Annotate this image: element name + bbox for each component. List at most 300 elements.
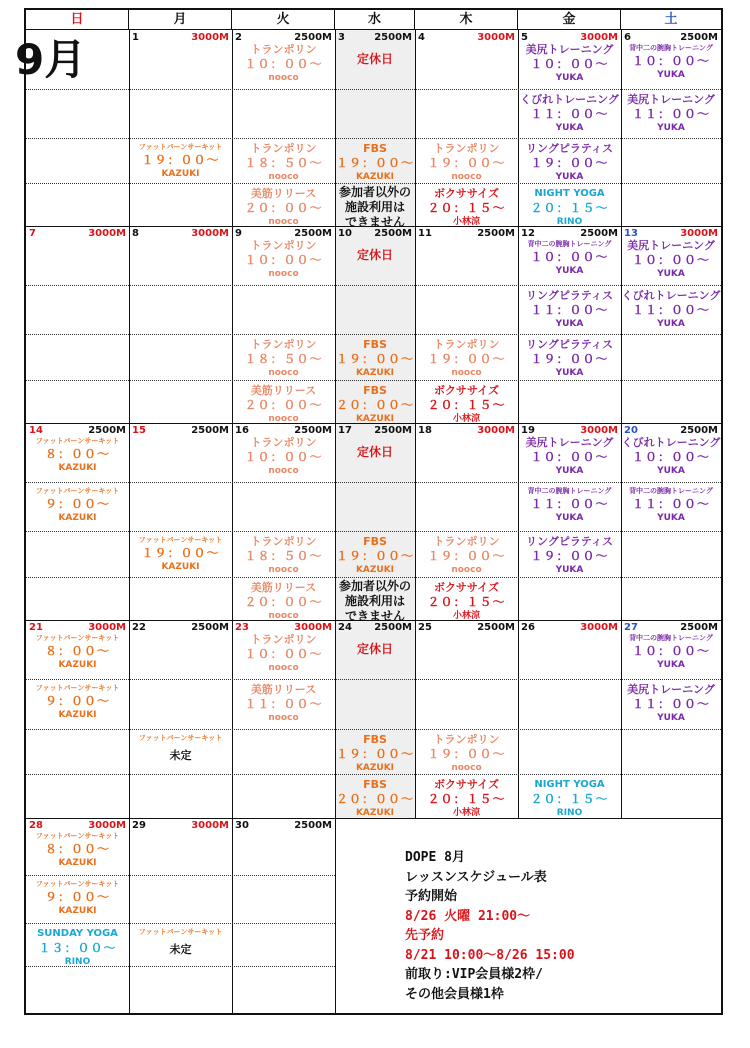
- lesson-slot[interactable]: [26, 878, 129, 918]
- lesson-title: ボクササイズ: [433, 187, 500, 200]
- lesson-slot[interactable]: [26, 682, 129, 722]
- day-price: 3000M: [294, 622, 332, 633]
- day-price: 2500M: [294, 228, 332, 239]
- lesson-instructor: nooco: [268, 217, 299, 227]
- lesson-slot[interactable]: [621, 485, 721, 525]
- lesson-title: くびれトレーニング: [520, 93, 619, 106]
- day-number: 27: [624, 622, 638, 633]
- lesson-title: FBS: [363, 338, 387, 351]
- info-line-2: レッスンスケジュール表: [405, 869, 547, 885]
- day-number: 26: [521, 622, 535, 633]
- lesson-instructor: YUKA: [657, 466, 685, 476]
- lesson-title: ファットバーンサーキット: [138, 928, 223, 936]
- slot-divider: [26, 531, 721, 532]
- lesson-slot[interactable]: [518, 435, 621, 478]
- lesson-slot[interactable]: [415, 777, 518, 820]
- day-price: 2500M: [374, 622, 412, 633]
- day-number: 10: [338, 228, 352, 239]
- weekday-header: 金: [518, 10, 621, 30]
- lesson-slot[interactable]: [335, 732, 415, 775]
- day-number: 18: [418, 425, 432, 436]
- day-price: 3000M: [88, 820, 126, 831]
- lesson-time: ９：００～: [44, 694, 110, 708]
- lesson-instructor: 小林涼: [452, 808, 480, 818]
- lesson-instructor: KAZUKI: [58, 710, 97, 720]
- lesson-slot[interactable]: [335, 337, 415, 380]
- lesson-time: １９：００～: [335, 156, 414, 170]
- lesson-title: トランポリン: [250, 633, 317, 646]
- lesson-title: トランポリン: [433, 535, 500, 548]
- lesson-time: １０：００～: [631, 450, 710, 464]
- lesson-slot[interactable]: [335, 141, 415, 184]
- lesson-time: １０：００～: [244, 647, 323, 661]
- day-price: 3000M: [88, 228, 126, 239]
- weekday-header: 日: [26, 10, 129, 30]
- closed-note: 参加者以外の 施設利用は できません: [338, 185, 411, 229]
- lesson-time: ２０：００～: [244, 595, 323, 609]
- day-price: 3000M: [477, 32, 515, 43]
- lesson-title: トランポリン: [250, 239, 317, 252]
- day-number: 3: [338, 32, 345, 43]
- lesson-slot[interactable]: [518, 485, 621, 525]
- lesson-instructor: RINO: [64, 957, 91, 967]
- lesson-instructor: YUKA: [555, 73, 584, 83]
- lesson-time: ２０：１５～: [530, 792, 609, 806]
- lesson-title: SUNDAY YOGA: [37, 928, 118, 939]
- lesson-instructor: KAZUKI: [355, 565, 395, 575]
- day-number: 6: [624, 32, 631, 43]
- lesson-slot[interactable]: [26, 632, 129, 672]
- lesson-slot[interactable]: [129, 926, 232, 957]
- lesson-title: トランポリン: [250, 142, 317, 155]
- lesson-instructor: YUKA: [555, 319, 584, 329]
- lesson-instructor: KAZUKI: [161, 169, 200, 179]
- lesson-instructor: nooco: [268, 565, 299, 575]
- lesson-slot[interactable]: [335, 383, 415, 426]
- lesson-title: ファットバーンサーキット: [138, 143, 223, 151]
- lesson-instructor: 小林涼: [452, 414, 480, 424]
- lesson-title: FBS: [363, 384, 387, 397]
- lesson-title: トランポリン: [433, 733, 500, 746]
- lesson-title: 美筋リリース: [250, 187, 317, 200]
- day-price: 2500M: [191, 425, 229, 436]
- lesson-title: ファットバーンサーキット: [35, 437, 120, 445]
- lesson-instructor: 小林涼: [452, 611, 480, 621]
- lesson-time: １９：００～: [427, 156, 506, 170]
- info-line-1: DOPE 8月: [405, 850, 465, 865]
- lesson-time: ２０：１５～: [530, 201, 609, 215]
- slot-divider: [26, 577, 721, 578]
- slot-divider: [26, 285, 721, 286]
- weekday-header: 水: [335, 10, 415, 30]
- lesson-instructor: YUKA: [657, 319, 685, 329]
- day-price: 3000M: [88, 622, 126, 633]
- lesson-slot[interactable]: [232, 682, 335, 725]
- day-price: 2500M: [374, 228, 412, 239]
- reservation-info: [405, 848, 575, 1004]
- schedule-calendar: [24, 8, 723, 1015]
- lesson-slot[interactable]: [26, 830, 129, 870]
- lesson-time: １９：００～: [335, 747, 414, 761]
- lesson-title: 美筋リリース: [250, 683, 317, 696]
- lesson-title: トランポリン: [250, 535, 317, 548]
- day-number: 11: [418, 228, 432, 239]
- lesson-title: ファットバーンサーキット: [35, 487, 120, 495]
- day-price: 2500M: [88, 425, 126, 436]
- lesson-time: １１：００～: [631, 303, 710, 317]
- lesson-slot[interactable]: [26, 485, 129, 525]
- day-price: 2500M: [294, 820, 332, 831]
- day-number: 30: [235, 820, 249, 831]
- weekday-header: 火: [232, 10, 335, 30]
- lesson-instructor: nooco: [451, 172, 482, 182]
- lesson-time: ２０：００～: [244, 201, 323, 215]
- lesson-instructor: YUKA: [555, 123, 584, 133]
- lesson-instructor: YUKA: [657, 713, 685, 723]
- lesson-slot[interactable]: [232, 383, 335, 426]
- lesson-title: トランポリン: [250, 436, 317, 449]
- lesson-title: トランポリン: [250, 43, 317, 56]
- lesson-instructor: nooco: [451, 565, 482, 575]
- info-line-7: 前取り:VIP会員様2枠/: [405, 967, 543, 982]
- lesson-slot[interactable]: [415, 337, 518, 380]
- lesson-slot[interactable]: [129, 141, 232, 181]
- lesson-title: FBS: [363, 778, 387, 791]
- day-number: 4: [418, 32, 425, 43]
- lesson-slot[interactable]: [129, 534, 232, 574]
- lesson-slot[interactable]: [232, 238, 335, 281]
- lesson-title: 背中二の腕胸トレーニング: [629, 44, 713, 52]
- lesson-instructor: RINO: [556, 808, 583, 818]
- lesson-instructor: KAZUKI: [355, 368, 395, 378]
- lesson-instructor: nooco: [268, 466, 299, 476]
- day-number: 24: [338, 622, 352, 633]
- lesson-time: １０：００～: [244, 57, 323, 71]
- lesson-slot[interactable]: [335, 777, 415, 820]
- lesson-title: 背中二の腕胸トレーニング: [629, 487, 713, 495]
- lesson-instructor: nooco: [268, 172, 299, 182]
- info-line-5: 先予約: [405, 928, 445, 943]
- lesson-slot[interactable]: [621, 92, 721, 135]
- lesson-slot[interactable]: [26, 435, 129, 475]
- info-line-6: 8/21 10:00〜8/26 15:00: [405, 947, 575, 963]
- lesson-instructor: YUKA: [657, 660, 685, 670]
- lesson-instructor: KAZUKI: [58, 906, 97, 916]
- lesson-slot[interactable]: [232, 337, 335, 380]
- day-price: 2500M: [374, 425, 412, 436]
- lesson-title: 美筋リリース: [250, 581, 317, 594]
- day-number: 5: [521, 32, 528, 43]
- day-number: 1: [132, 32, 139, 43]
- lesson-slot[interactable]: [621, 682, 721, 725]
- day-price: 2500M: [477, 228, 515, 239]
- lesson-slot[interactable]: [621, 42, 721, 82]
- lesson-time: １９：００～: [427, 352, 506, 366]
- lesson-slot[interactable]: [232, 186, 335, 229]
- day-number: 15: [132, 425, 146, 436]
- lesson-title: NIGHT YOGA: [534, 779, 605, 790]
- day-price: 3000M: [191, 820, 229, 831]
- lesson-instructor: YUKA: [555, 565, 584, 575]
- lesson-instructor: KAZUKI: [355, 414, 395, 424]
- lesson-title: ファットバーンサーキット: [138, 734, 223, 742]
- lesson-time: １９：００～: [335, 549, 414, 563]
- day-price: 2500M: [680, 622, 718, 633]
- lesson-slot[interactable]: [415, 141, 518, 184]
- lesson-instructor: nooco: [451, 763, 482, 773]
- lesson-time: ９：００～: [44, 497, 110, 511]
- lesson-title: リングピラティス: [526, 289, 613, 302]
- lesson-slot[interactable]: [621, 238, 721, 281]
- lesson-instructor: nooco: [268, 73, 299, 83]
- lesson-title: 背中二の腕胸トレーニング: [527, 487, 612, 495]
- lesson-slot[interactable]: [129, 732, 232, 763]
- lesson-instructor: nooco: [268, 414, 299, 424]
- info-line-3: 予約開始: [405, 889, 458, 904]
- lesson-time: １９：００～: [530, 352, 609, 366]
- lesson-title: ボクササイズ: [433, 384, 500, 397]
- closed-note: 参加者以外の 施設利用は できません: [338, 579, 411, 623]
- lesson-instructor: KAZUKI: [161, 562, 200, 572]
- lesson-time: ２０：１５～: [427, 398, 506, 412]
- lesson-time: １０：００～: [530, 450, 609, 464]
- lesson-time: ２０：１５～: [427, 595, 506, 609]
- day-number: 25: [418, 622, 432, 633]
- closed-note: 定休日: [356, 52, 393, 66]
- lesson-slot[interactable]: [232, 141, 335, 184]
- lesson-slot[interactable]: [621, 435, 721, 478]
- day-number: 28: [29, 820, 43, 831]
- lesson-time: １９：００～: [141, 546, 220, 560]
- lesson-title: ファットバーンサーキット: [35, 880, 120, 888]
- slot-divider: [26, 729, 721, 730]
- day-number: 17: [338, 425, 352, 436]
- day-price: 2500M: [374, 32, 412, 43]
- lesson-title: 美尻トレーニング: [525, 43, 614, 56]
- lesson-time: １１：００～: [530, 497, 609, 511]
- lesson-instructor: RINO: [556, 217, 583, 227]
- closed-note: 定休日: [356, 642, 393, 656]
- lesson-time: １９：００～: [427, 747, 506, 761]
- lesson-title: ファットバーンサーキット: [35, 684, 120, 692]
- lesson-title: ファットバーンサーキット: [35, 832, 120, 840]
- lesson-time: １９：００～: [530, 156, 609, 170]
- weekday-header: 土: [621, 10, 721, 30]
- lesson-slot[interactable]: [415, 534, 518, 577]
- lesson-instructor: 小林涼: [452, 217, 480, 227]
- lesson-undecided: 未定: [169, 749, 192, 762]
- day-price: 3000M: [580, 32, 618, 43]
- lesson-instructor: YUKA: [555, 266, 584, 276]
- lesson-slot[interactable]: [415, 580, 518, 623]
- lesson-slot[interactable]: [518, 337, 621, 380]
- lesson-title: トランポリン: [250, 338, 317, 351]
- day-price: 3000M: [477, 425, 515, 436]
- lesson-instructor: nooco: [268, 713, 299, 723]
- day-price: 3000M: [580, 425, 618, 436]
- day-price: 2500M: [191, 622, 229, 633]
- lesson-instructor: YUKA: [657, 70, 685, 80]
- day-price: 2500M: [680, 425, 718, 436]
- lesson-title: トランポリン: [433, 338, 500, 351]
- slot-divider: [26, 89, 721, 90]
- lesson-time: １３：００～: [38, 941, 117, 955]
- lesson-instructor: KAZUKI: [58, 660, 97, 670]
- lesson-time: ２０：１５～: [427, 201, 506, 215]
- day-number: 7: [29, 228, 36, 239]
- slot-divider: [26, 482, 721, 483]
- lesson-time: ２０：００～: [335, 792, 414, 806]
- lesson-slot[interactable]: [518, 186, 621, 229]
- lesson-title: 美尻トレーニング: [627, 683, 715, 696]
- lesson-slot[interactable]: [232, 580, 335, 623]
- day-price: 3000M: [191, 228, 229, 239]
- lesson-time: １８：５０～: [244, 156, 323, 170]
- lesson-title: ボクササイズ: [433, 581, 500, 594]
- lesson-time: １８：５０～: [244, 549, 323, 563]
- lesson-instructor: KAZUKI: [58, 463, 97, 473]
- lesson-slot[interactable]: [415, 186, 518, 229]
- lesson-time: １０：００～: [530, 250, 609, 264]
- lesson-title: 美尻トレーニング: [627, 239, 715, 252]
- lesson-slot[interactable]: [232, 42, 335, 85]
- lesson-slot[interactable]: [26, 926, 129, 969]
- lesson-time: ２０：００～: [244, 398, 323, 412]
- lesson-slot[interactable]: [518, 777, 621, 820]
- lesson-instructor: nooco: [451, 368, 482, 378]
- lesson-time: １１：００～: [631, 697, 710, 711]
- lesson-slot[interactable]: [415, 732, 518, 775]
- day-price: 3000M: [680, 228, 718, 239]
- lesson-time: １８：５０～: [244, 352, 323, 366]
- lesson-slot[interactable]: [518, 534, 621, 577]
- lesson-slot[interactable]: [518, 288, 621, 331]
- lesson-title: くびれトレーニング: [621, 436, 721, 449]
- weekday-header: 木: [415, 10, 518, 30]
- lesson-slot[interactable]: [232, 632, 335, 675]
- info-line-8: その他会員様1枠: [405, 986, 504, 1002]
- lesson-time: １０：００～: [244, 450, 323, 464]
- lesson-time: １０：００～: [631, 644, 710, 658]
- lesson-instructor: YUKA: [555, 466, 584, 476]
- lesson-time: １１：００～: [244, 697, 323, 711]
- lesson-slot[interactable]: [518, 92, 621, 135]
- lesson-instructor: YUKA: [657, 269, 685, 279]
- lesson-title: FBS: [363, 733, 387, 746]
- lesson-title: ファットバーンサーキット: [138, 536, 223, 544]
- day-price: 2500M: [294, 425, 332, 436]
- lesson-time: ８：００～: [44, 842, 110, 856]
- lesson-slot[interactable]: [415, 383, 518, 426]
- lesson-undecided: 未定: [169, 943, 192, 956]
- lesson-instructor: KAZUKI: [58, 858, 97, 868]
- closed-note: 定休日: [356, 248, 393, 262]
- slot-divider: [26, 380, 721, 381]
- lesson-time: １０：００～: [631, 253, 710, 267]
- lesson-slot[interactable]: [518, 141, 621, 184]
- slot-divider: [26, 679, 721, 680]
- lesson-title: ファットバーンサーキット: [35, 634, 120, 642]
- lesson-slot[interactable]: [335, 534, 415, 577]
- lesson-time: ２０：１５～: [427, 792, 506, 806]
- lesson-title: 美尻トレーニング: [525, 436, 614, 449]
- lesson-time: １１：００～: [530, 303, 609, 317]
- lesson-time: ９：００～: [44, 890, 110, 904]
- day-number: 16: [235, 425, 249, 436]
- column-divider: [335, 818, 336, 1013]
- day-number: 23: [235, 622, 249, 633]
- lesson-slot[interactable]: [232, 435, 335, 478]
- lesson-title: リングピラティス: [526, 338, 613, 351]
- lesson-time: １０：００～: [631, 54, 710, 68]
- lesson-time: １０：００～: [244, 253, 323, 267]
- lesson-instructor: nooco: [268, 368, 299, 378]
- slot-divider: [26, 923, 335, 924]
- lesson-instructor: KAZUKI: [58, 513, 97, 523]
- lesson-slot[interactable]: [621, 288, 721, 331]
- lesson-time: １９：００～: [530, 549, 609, 563]
- lesson-instructor: YUKA: [657, 513, 685, 523]
- lesson-slot[interactable]: [518, 238, 621, 278]
- lesson-time: ２０：００～: [335, 398, 414, 412]
- lesson-title: 背中二の腕胸トレーニング: [527, 240, 612, 248]
- day-price: 2500M: [680, 32, 718, 43]
- lesson-time: ８：００～: [44, 644, 110, 658]
- lesson-time: １１：００～: [631, 497, 710, 511]
- day-number: 8: [132, 228, 139, 239]
- lesson-instructor: YUKA: [555, 368, 584, 378]
- closed-note: 定休日: [356, 445, 393, 459]
- info-line-4: 8/26 火曜 21:00〜: [405, 908, 531, 924]
- lesson-title: FBS: [363, 535, 387, 548]
- day-number: 19: [521, 425, 535, 436]
- lesson-title: くびれトレーニング: [621, 289, 721, 302]
- day-number: 21: [29, 622, 43, 633]
- day-number: 14: [29, 425, 43, 436]
- lesson-time: １９：００～: [141, 153, 220, 167]
- lesson-instructor: KAZUKI: [355, 808, 395, 818]
- slot-divider: [26, 334, 721, 335]
- lesson-title: 美筋リリース: [250, 384, 317, 397]
- day-price: 3000M: [580, 622, 618, 633]
- lesson-slot[interactable]: [621, 632, 721, 672]
- lesson-title: 美尻トレーニング: [627, 93, 715, 106]
- lesson-instructor: KAZUKI: [355, 763, 395, 773]
- lesson-time: １１：００～: [530, 107, 609, 121]
- lesson-instructor: YUKA: [555, 513, 584, 523]
- lesson-time: １１：００～: [631, 107, 710, 121]
- lesson-slot[interactable]: [232, 534, 335, 577]
- day-number: 2: [235, 32, 242, 43]
- day-number: 13: [624, 228, 638, 239]
- lesson-instructor: nooco: [268, 269, 299, 279]
- slot-divider: [26, 875, 335, 876]
- day-price: 3000M: [191, 32, 229, 43]
- day-number: 9: [235, 228, 242, 239]
- day-number: 29: [132, 820, 146, 831]
- lesson-time: １０：００～: [530, 57, 609, 71]
- lesson-instructor: nooco: [268, 663, 299, 673]
- day-number: 22: [132, 622, 146, 633]
- day-number: 12: [521, 228, 535, 239]
- slot-divider: [26, 138, 721, 139]
- day-number: 20: [624, 425, 638, 436]
- lesson-slot[interactable]: [518, 42, 621, 85]
- lesson-title: リングピラティス: [526, 142, 613, 155]
- lesson-title: 背中二の腕胸トレーニング: [629, 634, 713, 642]
- lesson-time: １９：００～: [335, 352, 414, 366]
- lesson-instructor: nooco: [268, 611, 299, 621]
